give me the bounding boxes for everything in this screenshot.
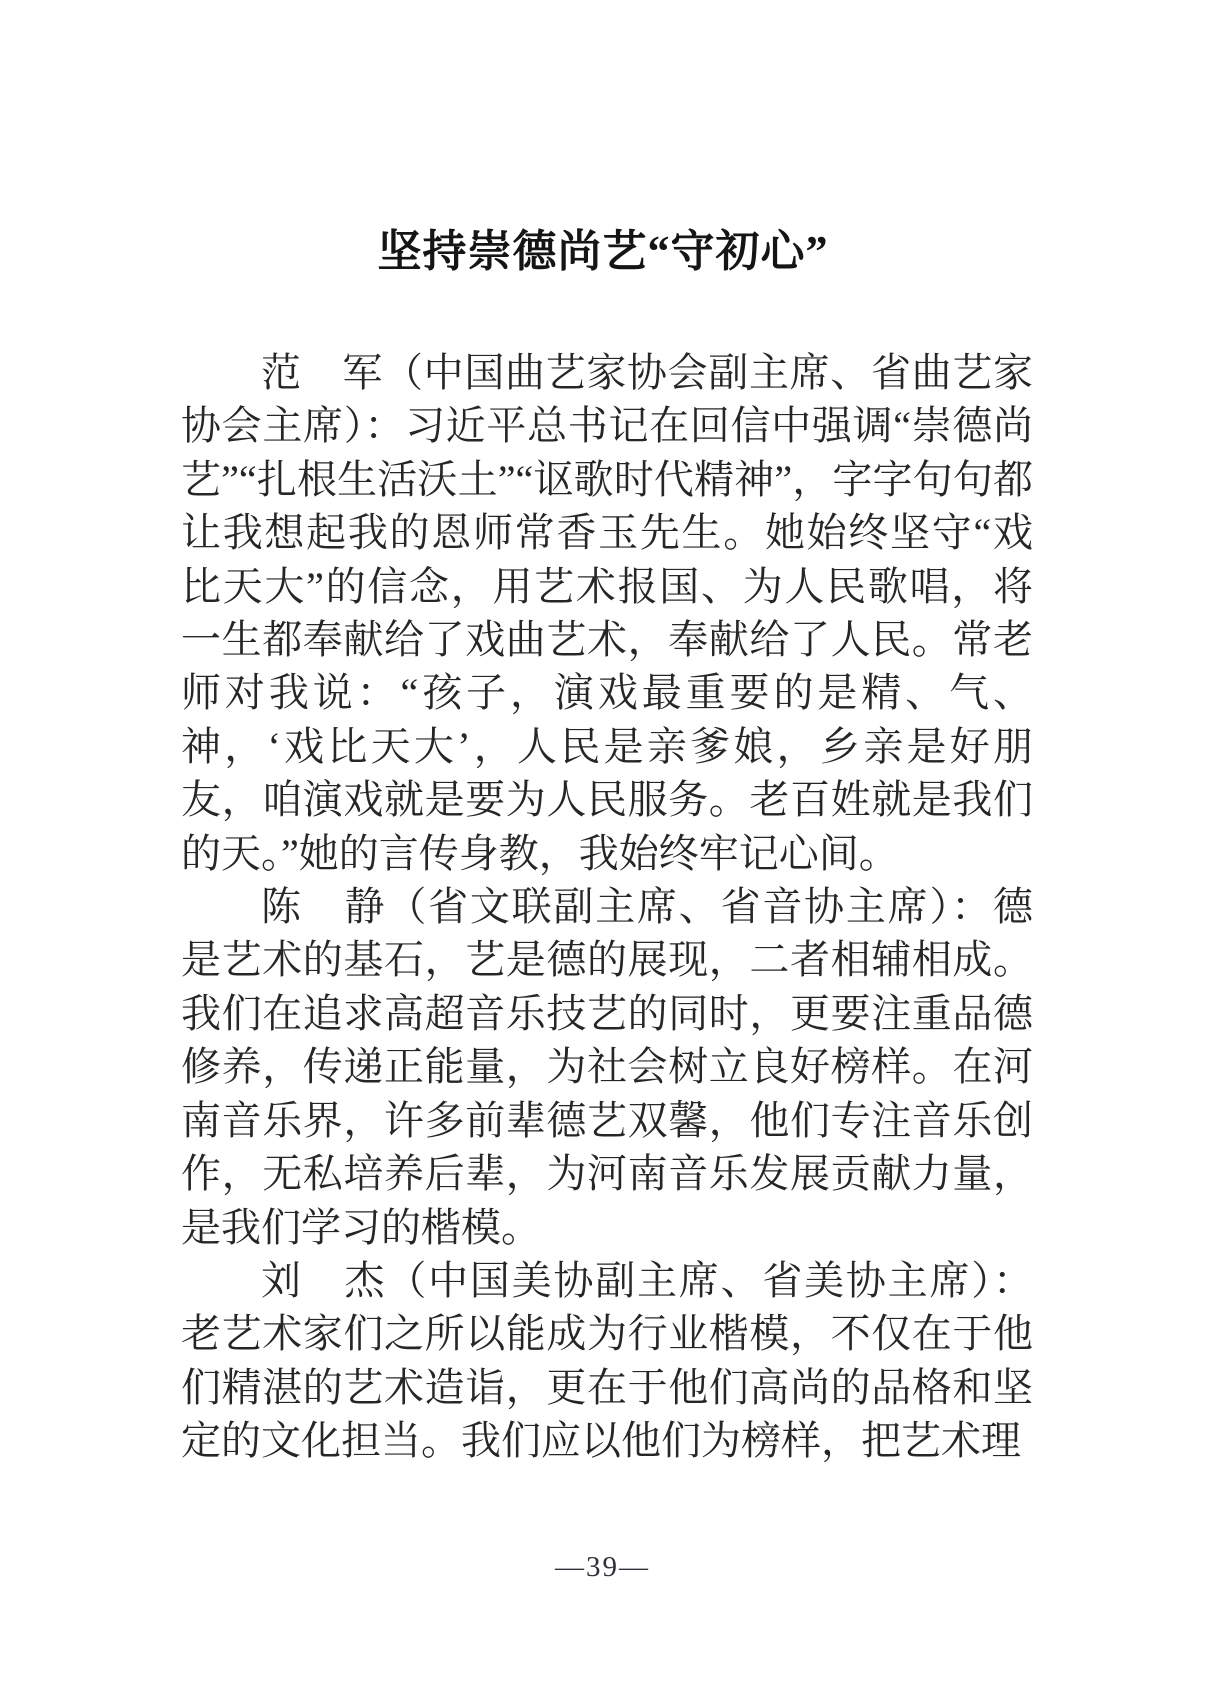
- speaker-name: 刘 杰: [261, 1257, 387, 1303]
- speaker-affiliation: （中国美协副主席、省美协主席）：: [386, 1257, 1034, 1303]
- speaker-name: 范 军: [261, 350, 383, 395]
- speaker-affiliation: （中国曲艺家协会副主席、省曲艺家协会主席）：: [181, 350, 1033, 449]
- speech-content: 德是艺术的基石，艺是德的展现，二者相辅相成。我们在追求高超音乐技艺的同时，更要注重品德修养，传递正能量，为社会树立良好榜样。在河南音乐界，许多前辈德艺双馨，他们专注音乐创作，无私培养后辈，为河南音乐发展贡献力量，是我们学习的楷模。: [181, 884, 1034, 1250]
- speaker-name: 陈 静: [261, 884, 387, 930]
- speaker-affiliation: （省文联副主席、省音协主席）：: [386, 884, 994, 930]
- paragraph: [181, 1254, 1033, 1468]
- paragraph: [181, 880, 1033, 1254]
- speech-content: 习近平总书记在回信中强调“崇德尚艺”“扎根生活沃土”“讴歌时代精神”，字字句句都让我想起我的恩师常香玉先生。她始终坚守“戏比天大”的信念，用艺术报国、为人民歌唱，将一生都奉献给了戏曲艺术，奉献给了人民。常老师对我说：“孩子，演戏最重要的是精、气、神，‘戏比天大’，人民是亲爹娘，乡亲是好朋友，咱演戏就是要为人民服务。老百姓就是我们的天。”她的言传身教，我始终牢记心间。: [181, 403, 1033, 876]
- page-number: —39—: [555, 1551, 650, 1583]
- document-body: [181, 346, 1033, 1468]
- page-title: 坚持崇德尚艺“守初心”: [377, 227, 829, 276]
- paragraph: [181, 346, 1033, 880]
- speech-content: 老艺术家们之所以能成为行业楷模，不仅在于他们精湛的艺术造诣，更在于他们高尚的品格和坚定的文化担当。我们应以他们为榜样，把艺术理: [181, 1311, 1033, 1464]
